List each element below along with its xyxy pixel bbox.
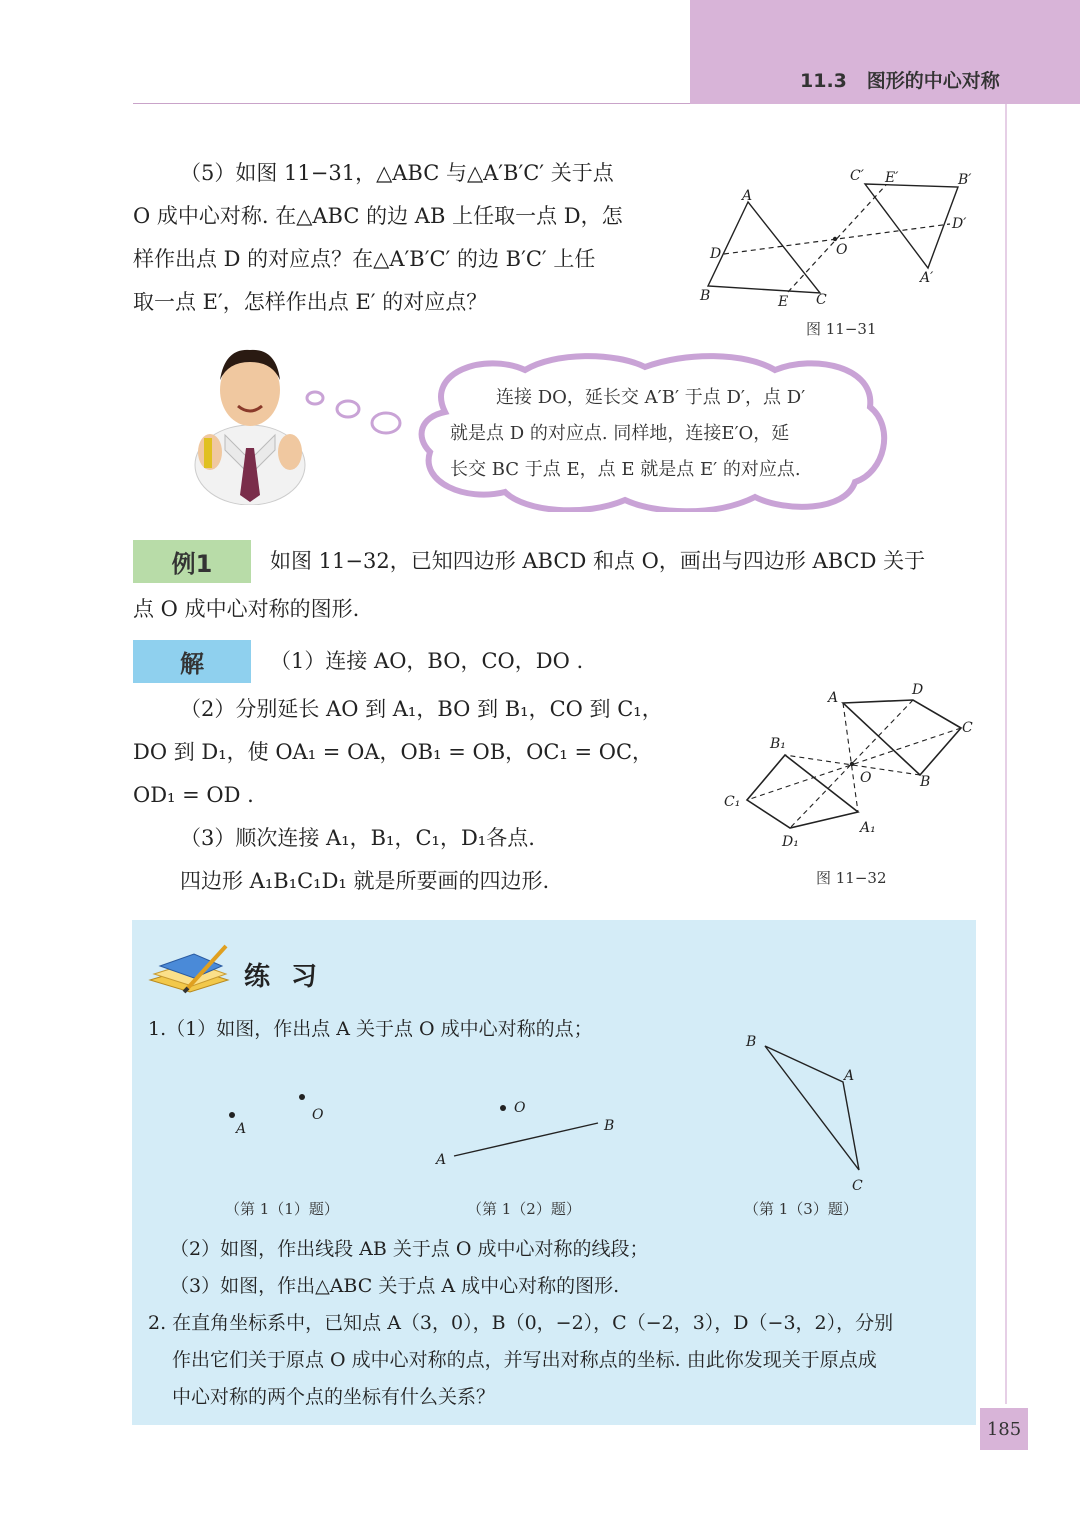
p3-label-a: A — [844, 1068, 855, 1084]
fig2-label-c: C — [962, 720, 973, 736]
solution-step2a: （2）分别延长 AO 到 A₁，BO 到 B₁，CO 到 C₁， — [180, 697, 663, 721]
figure-11-31 — [690, 160, 990, 320]
fig2-label-a1: A₁ — [860, 820, 876, 836]
right-margin-rule — [1005, 104, 1007, 1404]
p2-label-b: B — [604, 1118, 615, 1134]
thought-trail — [300, 380, 410, 440]
section-title — [800, 66, 1000, 93]
solution-step3: （3）顺次连接 A₁，B₁，C₁，D₁各点. — [180, 826, 535, 850]
fig2-point-o — [850, 762, 854, 766]
practice-cap-2: （第 1（2）题） — [467, 1200, 581, 1218]
practice-q2-line1: 2. 在直角坐标系中，已知点 A（3，0），B（0，−2），C（−2，3），D（−3，2），分别 — [148, 1312, 894, 1334]
triangle-a-prime-b-prime-c-prime — [865, 184, 958, 268]
p3-label-b: B — [746, 1034, 757, 1050]
solution-label: 解 — [133, 640, 251, 683]
figure-11-32 — [710, 680, 1000, 860]
p1-label-o: O — [312, 1107, 324, 1123]
fig1-label-e-prime: E′ — [885, 170, 899, 186]
p3-label-c: C — [852, 1178, 863, 1194]
practice-cap-3: （第 1（3）题） — [744, 1200, 858, 1218]
thought-line3: 长交 BC 于点 E，点 E 就是点 E′ 的对应点. — [450, 459, 801, 480]
solution-conclusion: 四边形 A₁B₁C₁D₁ 就是所要画的四边形. — [180, 869, 550, 893]
part5-line1: （5）如图 11−31，△ABC 与△A′B′C′ 关于点 — [180, 161, 614, 185]
fig2-label-b1: B₁ — [770, 736, 786, 752]
thought-line1: 连接 DO，延长交 A′B′ 于点 D′，点 D′ — [496, 387, 806, 408]
p2-label-o: O — [514, 1100, 526, 1116]
example-label: 例1 — [133, 540, 251, 583]
fig2-label-o: O — [860, 770, 872, 786]
practice-cap-1: （第 1（1）题） — [225, 1200, 339, 1218]
example-line2: 点 O 成中心对称的图形. — [133, 597, 360, 621]
practice-fig-1-1 — [220, 1085, 340, 1145]
solution-step1: （1）连接 AO，BO，CO，DO . — [270, 649, 584, 673]
fig1-label-e: E — [778, 294, 789, 310]
thought-line2: 就是点 D 的对应点. 同样地，连接E′O，延 — [450, 423, 790, 444]
quad-a1b1c1d1 — [747, 755, 858, 828]
section-name: 图形的中心对称 — [866, 70, 1000, 92]
practice-q2-line3: 中心对称的两个点的坐标有什么关系？ — [172, 1386, 496, 1408]
practice-q1-3: （3）如图，作出△ABC 关于点 A 成中心对称的图形. — [170, 1275, 620, 1297]
practice-q1-1: 1.（1）如图，作出点 A 关于点 O 成中心对称的点； — [148, 1018, 593, 1040]
fig2-label-c1: C₁ — [724, 794, 741, 810]
practice-fig-1-2 — [430, 1092, 630, 1172]
practice-title: 练 习 — [244, 962, 324, 992]
fig1-label-a-prime: A′ — [920, 270, 934, 286]
fig1-label-d-prime: D′ — [952, 216, 967, 232]
fig1-label-c: C — [816, 292, 827, 308]
fig2-label-d: D — [912, 682, 924, 698]
practice-fig-1-3 — [740, 1028, 880, 1198]
fig1-caption: 图 11−31 — [806, 320, 877, 338]
fig1-label-b-prime: B′ — [958, 172, 972, 188]
part5-line2: O 成中心对称. 在△ABC 的边 AB 上任取一点 D，怎 — [133, 204, 623, 228]
fig2-label-d1: D₁ — [782, 834, 799, 850]
example-line1: 如图 11−32，已知四边形 ABCD 和点 O，画出与四边形 ABCD 关于 — [270, 549, 926, 573]
triangle-abc — [708, 202, 820, 293]
fig1-label-o: O — [836, 242, 848, 258]
section-number: 11.3 — [800, 70, 847, 92]
fig1-label-c-prime: C′ — [850, 168, 864, 184]
solution-step2c: OD₁ = OD . — [133, 783, 254, 807]
practice-q1-2: （2）如图，作出线段 AB 关于点 O 成中心对称的线段； — [170, 1238, 649, 1260]
part5-line4: 取一点 E′，怎样作出点 E′ 的对应点？ — [133, 290, 488, 314]
practice-q2-line2: 作出它们关于原点 O 成中心对称的点，并写出对称点的坐标. 由此你发现关于原点成 — [172, 1349, 877, 1371]
page-number: 185 — [980, 1408, 1028, 1450]
fig1-label-b: B — [700, 288, 711, 304]
thought-text — [450, 380, 870, 488]
solution-step2b: DO 到 D₁，使 OA₁ = OA，OB₁ = OB，OC₁ = OC， — [133, 740, 654, 764]
p1-label-a: A — [236, 1121, 247, 1137]
fig1-label-a: A — [742, 188, 753, 204]
boy-illustration — [180, 340, 320, 505]
header-rule — [133, 103, 690, 104]
fig2-label-b: B — [920, 774, 931, 790]
fig1-label-d: D — [710, 246, 722, 262]
p2-label-a: A — [436, 1152, 447, 1168]
quad-abcd — [843, 700, 961, 775]
point-o — [833, 237, 837, 241]
fig2-label-a: A — [828, 690, 839, 706]
part5-line3: 样作出点 D 的对应点？在△A′B′C′ 的边 B′C′ 上任 — [133, 247, 596, 271]
books-pencil-icon — [146, 940, 232, 998]
fig2-caption: 图 11−32 — [816, 869, 887, 887]
